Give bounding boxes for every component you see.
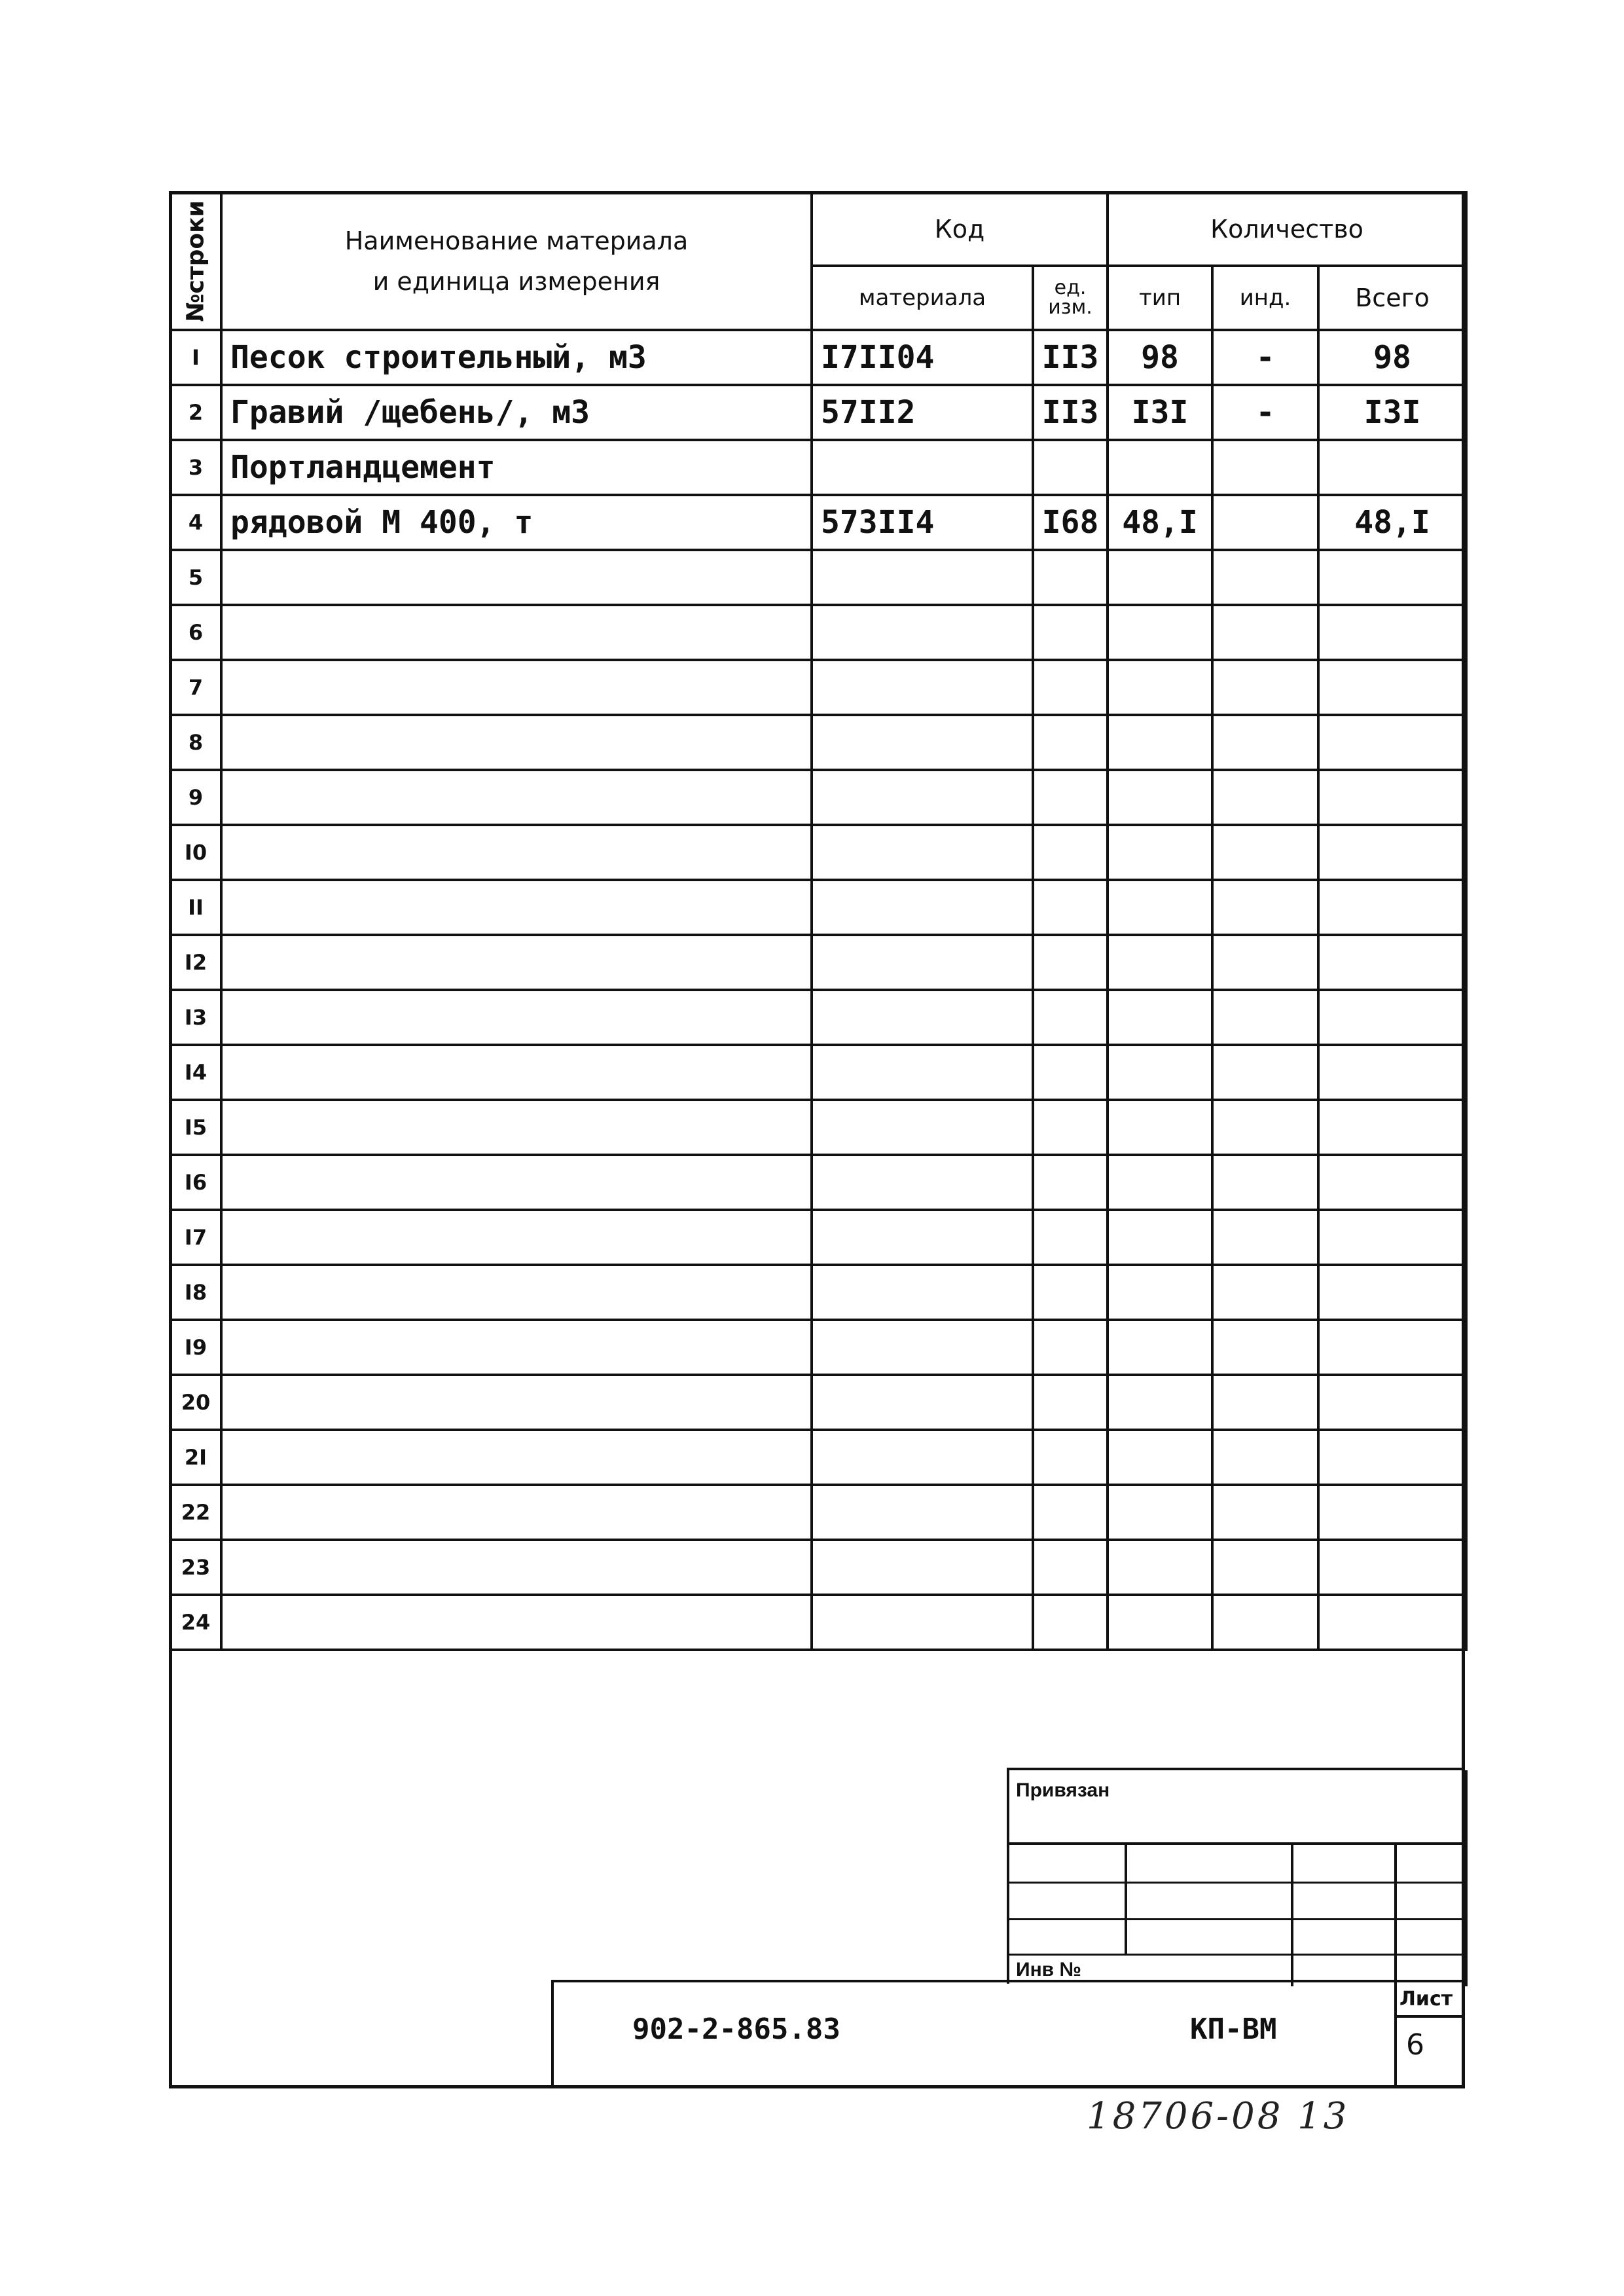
unit-code-cell [1033, 825, 1108, 880]
qty-type-cell: I3I [1108, 385, 1212, 440]
qty-ind-cell [1212, 1210, 1318, 1265]
row-number-cell: I6 [170, 1155, 221, 1210]
qty-type-cell [1108, 990, 1212, 1045]
qty-ind-cell [1212, 550, 1318, 605]
row-number-cell: 2 [170, 385, 221, 440]
material-code-cell [812, 550, 1033, 605]
qty-type-cell [1108, 1595, 1212, 1650]
unit-code-cell [1033, 1595, 1108, 1650]
header-name-line1: Наименование материала [344, 227, 689, 255]
table-row [170, 550, 1466, 605]
qty-total-cell [1318, 660, 1466, 715]
header-code-group: Код [812, 192, 1108, 266]
stamp-line [1009, 1842, 1468, 1845]
material-code-cell: I7II04 [812, 330, 1033, 385]
qty-ind-cell [1212, 1265, 1318, 1320]
material-name-cell [221, 605, 812, 660]
unit-code-cell [1033, 1155, 1108, 1210]
row-number-cell: 23 [170, 1540, 221, 1595]
qty-ind-cell [1212, 715, 1318, 770]
material-code-cell [812, 1430, 1033, 1485]
qty-type-cell: 98 [1108, 330, 1212, 385]
material-code-cell [812, 1155, 1033, 1210]
qty-total-cell [1318, 880, 1466, 935]
unit-code-cell [1033, 990, 1108, 1045]
qty-ind-cell [1212, 1100, 1318, 1155]
table-row [170, 1485, 1466, 1540]
material-name-cell [221, 1155, 812, 1210]
qty-type-cell [1108, 880, 1212, 935]
row-number-cell: 2I [170, 1430, 221, 1485]
header-quantity-group: Количество [1108, 192, 1466, 266]
unit-code-cell [1033, 1320, 1108, 1375]
qty-total-cell [1318, 1485, 1466, 1540]
linked-label: Привязан [1016, 1779, 1110, 1801]
materials-table [169, 191, 1468, 1651]
qty-total-cell [1318, 1320, 1466, 1375]
material-code-cell [812, 1265, 1033, 1320]
unit-code-cell [1033, 660, 1108, 715]
qty-type-cell [1108, 1485, 1212, 1540]
unit-code-cell: II3 [1033, 330, 1108, 385]
material-code-cell [812, 1210, 1033, 1265]
qty-ind-cell [1212, 1320, 1318, 1375]
header-qty-ind: инд. [1212, 266, 1318, 330]
unit-code-cell [1033, 1045, 1108, 1100]
material-name-cell [221, 1320, 812, 1375]
qty-total-cell [1318, 1595, 1466, 1650]
row-number-cell: 24 [170, 1595, 221, 1650]
row-number-cell: 20 [170, 1375, 221, 1430]
qty-ind-cell [1212, 880, 1318, 935]
table-row [170, 495, 1466, 550]
table-row [170, 1045, 1466, 1100]
unit-code-cell: I68 [1033, 495, 1108, 550]
row-number-cell: II [170, 880, 221, 935]
linked-stamp [1007, 1768, 1465, 1984]
table-row [170, 660, 1466, 715]
header-qty-type: тип [1108, 266, 1212, 330]
stamp-divider [1465, 1770, 1468, 1986]
table-row [170, 1540, 1466, 1595]
table-row [170, 825, 1466, 880]
material-name-cell: рядовой М 400, т [221, 495, 812, 550]
qty-total-cell [1318, 990, 1466, 1045]
qty-total-cell: 48,I [1318, 495, 1466, 550]
header-unit-line2: изм. [1048, 296, 1092, 319]
inventory-label: Инв № [1016, 1959, 1081, 1980]
material-name-cell [221, 880, 812, 935]
unit-code-cell [1033, 1485, 1108, 1540]
unit-code-cell [1033, 935, 1108, 990]
table-row [170, 1430, 1466, 1485]
sheet-divider [1397, 2015, 1465, 2018]
material-code-cell [812, 1320, 1033, 1375]
material-name-cell [221, 935, 812, 990]
qty-type-cell [1108, 1045, 1212, 1100]
qty-total-cell [1318, 1100, 1466, 1155]
stamp-line [1009, 1882, 1468, 1884]
qty-type-cell [1108, 770, 1212, 825]
qty-total-cell [1318, 1210, 1466, 1265]
handwritten-number: 18706-08 13 [1087, 2095, 1350, 2138]
qty-type-cell [1108, 1540, 1212, 1595]
qty-total-cell [1318, 770, 1466, 825]
unit-code-cell [1033, 715, 1108, 770]
qty-ind-cell [1212, 1155, 1318, 1210]
unit-code-cell [1033, 880, 1108, 935]
qty-total-cell [1318, 1430, 1466, 1485]
qty-type-cell [1108, 935, 1212, 990]
qty-ind-cell [1212, 1540, 1318, 1595]
stamp-divider [1394, 1842, 1397, 1986]
qty-type-cell [1108, 440, 1212, 495]
qty-type-cell [1108, 1100, 1212, 1155]
material-name-cell [221, 825, 812, 880]
material-code-cell [812, 1375, 1033, 1430]
material-name-cell [221, 1485, 812, 1540]
qty-total-cell [1318, 1155, 1466, 1210]
qty-type-cell [1108, 1210, 1212, 1265]
unit-code-cell [1033, 440, 1108, 495]
qty-ind-cell [1212, 1045, 1318, 1100]
material-name-cell [221, 660, 812, 715]
qty-ind-cell [1212, 495, 1318, 550]
material-code-cell [812, 440, 1033, 495]
qty-total-cell [1318, 825, 1466, 880]
title-block [551, 1980, 1465, 2088]
material-name-cell [221, 990, 812, 1045]
material-name-cell: Портландцемент [221, 440, 812, 495]
row-number-cell: 3 [170, 440, 221, 495]
material-code-cell [812, 880, 1033, 935]
table-row [170, 1210, 1466, 1265]
qty-type-cell [1108, 825, 1212, 880]
header-unit-line1: ед. [1054, 276, 1087, 299]
material-code-cell [812, 990, 1033, 1045]
material-code-cell: 573II4 [812, 495, 1033, 550]
qty-ind-cell [1212, 935, 1318, 990]
qty-type-cell [1108, 550, 1212, 605]
document-mark: КП-ВМ [1190, 2013, 1277, 2046]
sheet-box [1394, 1982, 1465, 2088]
unit-code-cell [1033, 770, 1108, 825]
sheet-number: 6 [1406, 2028, 1424, 2062]
unit-code-cell [1033, 1430, 1108, 1485]
table-row [170, 1320, 1466, 1375]
material-name-cell: Песок строительный, м3 [221, 330, 812, 385]
unit-code-cell [1033, 1210, 1108, 1265]
header-name-line2: и единица измерения [372, 267, 660, 296]
material-code-cell [812, 1045, 1033, 1100]
unit-code-cell [1033, 1100, 1108, 1155]
header-row-number-label: №строки [182, 200, 209, 322]
material-name-cell: Гравий /щебень/, м3 [221, 385, 812, 440]
qty-ind-cell [1212, 1485, 1318, 1540]
qty-ind-cell [1212, 660, 1318, 715]
unit-code-cell [1033, 1375, 1108, 1430]
qty-type-cell [1108, 660, 1212, 715]
header-code-material: материала [812, 266, 1033, 330]
unit-code-cell [1033, 1265, 1108, 1320]
qty-type-cell [1108, 715, 1212, 770]
row-number-cell: 4 [170, 495, 221, 550]
row-number-cell: I3 [170, 990, 221, 1045]
material-name-cell [221, 1210, 812, 1265]
table-row [170, 440, 1466, 495]
table-row [170, 935, 1466, 990]
qty-ind-cell [1212, 990, 1318, 1045]
row-number-cell: 6 [170, 605, 221, 660]
row-number-cell: 8 [170, 715, 221, 770]
qty-ind-cell [1212, 1595, 1318, 1650]
material-name-cell [221, 1045, 812, 1100]
row-number-cell: I4 [170, 1045, 221, 1100]
table-row [170, 880, 1466, 935]
table-row [170, 1265, 1466, 1320]
material-code-cell [812, 1540, 1033, 1595]
unit-code-cell: II3 [1033, 385, 1108, 440]
qty-ind-cell: - [1212, 330, 1318, 385]
material-name-cell [221, 1265, 812, 1320]
row-number-cell: I2 [170, 935, 221, 990]
material-code-cell [812, 660, 1033, 715]
table-row [170, 1100, 1466, 1155]
material-name-cell [221, 770, 812, 825]
unit-code-cell [1033, 1540, 1108, 1595]
row-number-cell: I [170, 330, 221, 385]
qty-total-cell [1318, 605, 1466, 660]
qty-ind-cell [1212, 770, 1318, 825]
qty-type-cell [1108, 1375, 1212, 1430]
qty-total-cell [1318, 1265, 1466, 1320]
header-material-name [221, 192, 812, 330]
row-number-cell: 7 [170, 660, 221, 715]
material-code-cell [812, 935, 1033, 990]
material-code-cell [812, 770, 1033, 825]
qty-total-cell [1318, 1045, 1466, 1100]
qty-type-cell [1108, 1430, 1212, 1485]
material-code-cell [812, 1595, 1033, 1650]
qty-total-cell [1318, 1375, 1466, 1430]
row-number-cell: I7 [170, 1210, 221, 1265]
header-row-number [170, 192, 221, 330]
qty-total-cell [1318, 440, 1466, 495]
qty-ind-cell [1212, 1375, 1318, 1430]
stamp-line [1009, 1954, 1468, 1956]
qty-total-cell: 98 [1318, 330, 1466, 385]
table-row [170, 385, 1466, 440]
qty-type-cell [1108, 605, 1212, 660]
qty-ind-cell [1212, 605, 1318, 660]
material-name-cell [221, 715, 812, 770]
qty-total-cell: I3I [1318, 385, 1466, 440]
table-row [170, 605, 1466, 660]
qty-ind-cell [1212, 440, 1318, 495]
qty-ind-cell [1212, 1430, 1318, 1485]
table-row [170, 1375, 1466, 1430]
material-name-cell [221, 550, 812, 605]
stamp-divider [1125, 1842, 1127, 1954]
header-code-unit [1033, 266, 1108, 330]
stamp-line [1009, 1918, 1468, 1920]
material-name-cell [221, 1375, 812, 1430]
unit-code-cell [1033, 605, 1108, 660]
material-name-cell [221, 1595, 812, 1650]
row-number-cell: I0 [170, 825, 221, 880]
qty-total-cell [1318, 550, 1466, 605]
row-number-cell: I8 [170, 1265, 221, 1320]
qty-type-cell [1108, 1155, 1212, 1210]
material-code-cell [812, 715, 1033, 770]
document-code: 902-2-865.83 [632, 2013, 840, 2046]
material-code-cell [812, 605, 1033, 660]
sheet-label: Лист [1399, 1988, 1453, 2011]
row-number-cell: 5 [170, 550, 221, 605]
stamp-divider [1291, 1842, 1293, 1986]
unit-code-cell [1033, 550, 1108, 605]
table-row [170, 715, 1466, 770]
material-name-cell [221, 1540, 812, 1595]
row-number-cell: I9 [170, 1320, 221, 1375]
qty-type-cell [1108, 1320, 1212, 1375]
table-row [170, 1155, 1466, 1210]
header-qty-total: Всего [1318, 266, 1466, 330]
table-row [170, 770, 1466, 825]
material-code-cell [812, 1100, 1033, 1155]
qty-type-cell: 48,I [1108, 495, 1212, 550]
qty-ind-cell: - [1212, 385, 1318, 440]
qty-total-cell [1318, 1540, 1466, 1595]
table-row [170, 330, 1466, 385]
table-row [170, 990, 1466, 1045]
material-name-cell [221, 1430, 812, 1485]
table-row [170, 1595, 1466, 1650]
qty-type-cell [1108, 1265, 1212, 1320]
material-name-cell [221, 1100, 812, 1155]
material-code-cell [812, 825, 1033, 880]
row-number-cell: I5 [170, 1100, 221, 1155]
row-number-cell: 22 [170, 1485, 221, 1540]
material-code-cell: 57II2 [812, 385, 1033, 440]
material-code-cell [812, 1485, 1033, 1540]
qty-ind-cell [1212, 825, 1318, 880]
qty-total-cell [1318, 935, 1466, 990]
row-number-cell: 9 [170, 770, 221, 825]
qty-total-cell [1318, 715, 1466, 770]
